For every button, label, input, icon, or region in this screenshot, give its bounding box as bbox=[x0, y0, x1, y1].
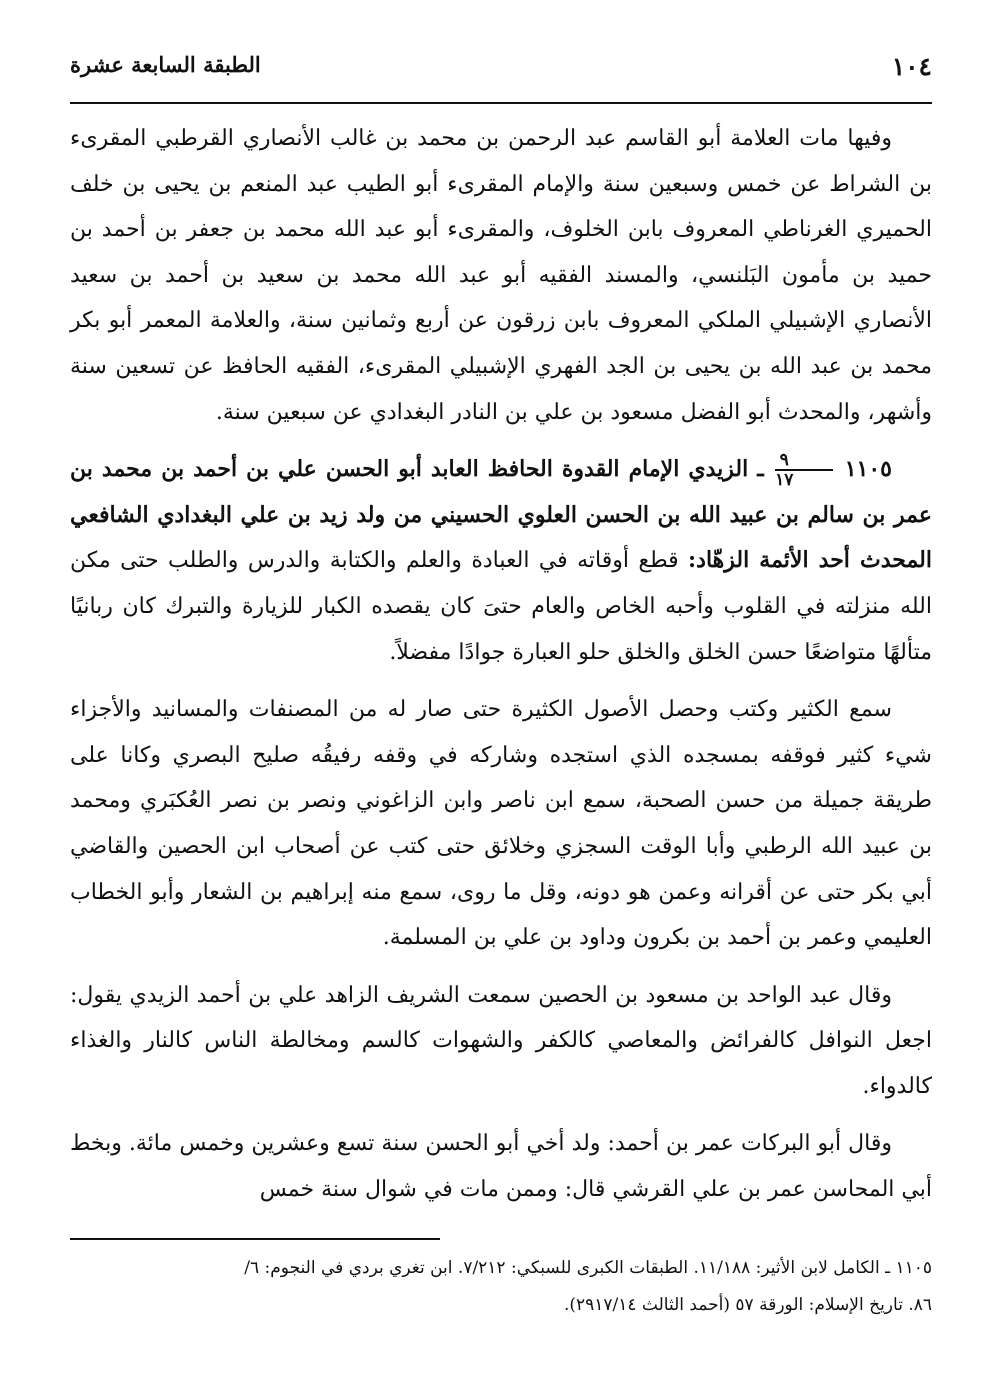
chapter-title: الطبقة السابعة عشرة bbox=[70, 52, 261, 77]
entry-heading: ـ الزيدي الإمام القدوة الحافظ العابد أبو الحسن علي بن أحمد بن محمد بن عمر بن سالم بن عبيد الله بن الحسن العلوي الحسيني من ولد زيد بن علي البغدادي الشافعي المحدث أحد الأئمة الزهّاد: bbox=[70, 456, 932, 574]
book-page bbox=[70, 40, 932, 1360]
page-number: ١٠٤ bbox=[891, 52, 932, 81]
fraction-denominator: ١٧ bbox=[775, 469, 833, 489]
entry-number: ١١٠٥ bbox=[844, 456, 892, 483]
paragraph-hearing: سمع الكثير وكتب وحصل الأصول الكثيرة حتى صار له من المصنفات والمسانيد والأجزاء شيء كثير فوقفه بمسجده الذي استجده وشاركه في وقفه رفيقُه صليح البصري وكانا على طريقة جميلة من حسن الصحبة، سمع ابن ناصر وابن الزاغوني ونصر بن نصر العُكبَري ومحمد بن عبيد الله الرطبي وأبا الوقت السجزي وخلائق حتى كتب عن أصحاب ابن الحصين والقاضي أبي بكر حتى عن أقرانه وعمن هو دونه، وقل ما روى، سمع منه إبراهيم بن الشعار وأبو الخطاب العليمي وعمر بن أحمد بن بكرون وداود بن علي بن المسلمة. bbox=[70, 697, 932, 951]
footnote-line: ٨٦. تاريخ الإسلام: الورقة ٥٧ (أحمد الثالث ٢٩١٧/١٤). bbox=[563, 1295, 932, 1315]
body-text bbox=[70, 116, 932, 1225]
footnotes bbox=[70, 1250, 932, 1324]
paragraph-biography-entry bbox=[70, 447, 932, 675]
running-header bbox=[70, 52, 932, 88]
entry-fraction bbox=[775, 449, 833, 490]
footnote-line: ١١٠٥ ـ الكامل لابن الأثير: ١١/١٨٨. الطبقات الكبرى للسبكي: ٧/٢١٢. ابن تغري بردي في النجوم: ٦/ bbox=[244, 1258, 932, 1278]
fraction-numerator: ٩ bbox=[779, 449, 789, 470]
paragraph-saying: وقال عبد الواحد بن مسعود بن الحصين سمعت الشريف الزاهد علي بن أحمد الزيدي يقول: اجعل النوافل كالفرائض والمعاصي كالكفر والشهوات كالسم ومخالطة الناس كالنار والغذاء كالدواء. bbox=[70, 982, 932, 1099]
paragraph-deaths-list: وفيها مات العلامة أبو القاسم عبد الرحمن بن محمد بن غالب الأنصاري القرطبي المقرىء بن الشراط عن خمس وسبعين سنة والإمام المقرىء أبو الطيب عبد المنعم بن يحيى بن خلف الحميري الغرناطي المعروف بابن الخلوف، والمقرىء أبو عبد الله محمد بن جعفر بن أحمد بن حميد بن مأمون البَلنسي، والمسند الفقيه أبو عبد الله محمد بن سعيد بن أحمد بن سعيد الأنصاري الإشبيلي الملكي المعروف بابن زرقون عن أربع وثمانين سنة، والعلامة المعمر أبو بكر محمد بن عبد الله بن يحيى بن الجد الفهري الإشبيلي المقرىء، الفقيه الحافظ عن تسعين سنة وأشهر، والمحدث أبو الفضل مسعود بن علي بن النادر البغدادي عن سبعين سنة. bbox=[70, 126, 932, 425]
entry-body: قطع أوقاته في العبادة والعلم والكتابة والدرس والطلب حتى مكن الله منزلته في القلوب وأحبه الخاص والعام حتىَ كان يقصده الكبار للزيارة والتبرك كان ربانيًا متألهًا متواضعًا حسن الخلق والخلق حلو العبارة جوادًا مفضلاً. bbox=[70, 548, 932, 665]
header-rule bbox=[70, 102, 932, 104]
footnote-separator bbox=[70, 1238, 440, 1240]
paragraph-birth: وقال أبو البركات عمر بن أحمد: ولد أخي أبو الحسن سنة تسع وعشرين وخمس مائة. وبخط أبي المحاسن عمر بن علي القرشي قال: وممن مات في شوال سنة خمس bbox=[70, 1131, 932, 1203]
